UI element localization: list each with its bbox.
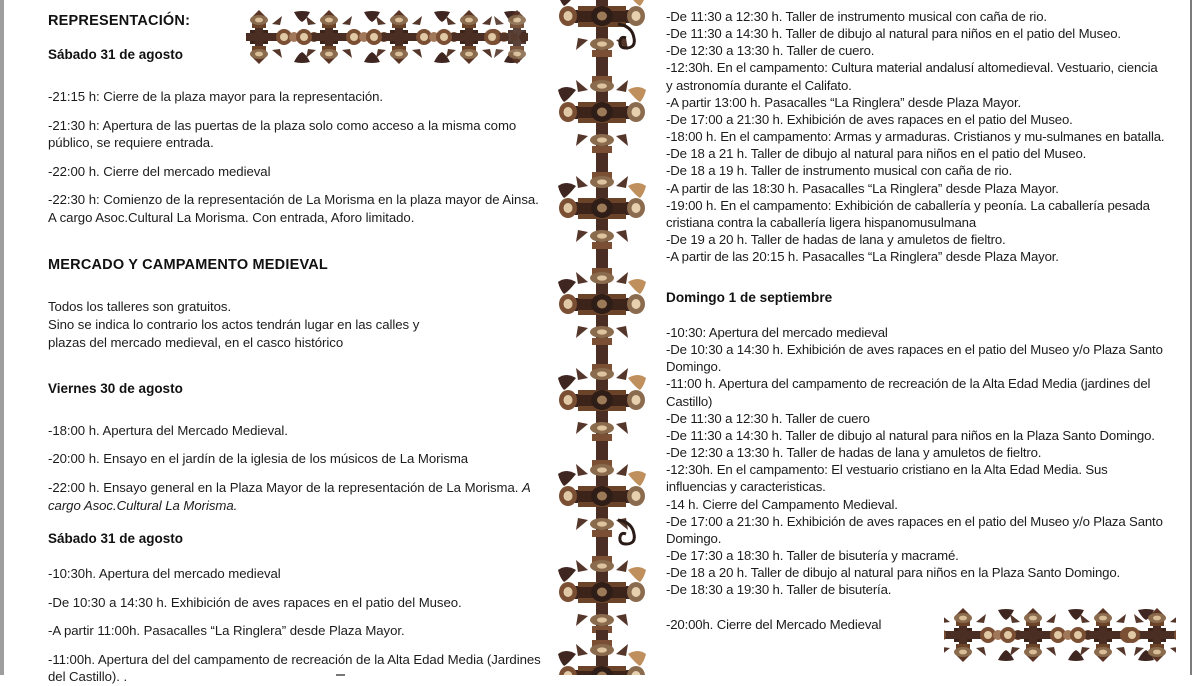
- section-title-mercado-campamento: MERCADO Y CAMPAMENTO MEDIEVAL: [48, 257, 328, 274]
- left-text-column: [48, 12, 548, 685]
- schedule-entry: -De 10:30 a 14:30 h. Exhibición de aves rapaces en el patio del Museo y/o Plaza Santo Domingo.: [666, 342, 1163, 375]
- schedule-entry: -De 18 a 19 h. Taller de instrumento musical con caña de rio.: [666, 163, 1013, 179]
- schedule-entry: -De 12:30 a 13:30 h. Taller de cuero.: [666, 43, 875, 59]
- schedule-entry-text: -22:00 h. Ensayo general en la Plaza Mayor de la representación de La Morisma.: [48, 480, 523, 496]
- page-edge-right: [1190, 0, 1192, 675]
- schedule-entry: [48, 479, 548, 514]
- day-heading-sabado-31-agosto-mercado: Sábado 31 de agosto: [48, 531, 184, 547]
- schedule-entry: -21:15 h: Cierre de la plaza mayor para la representación.: [48, 89, 384, 104]
- schedule-entry: -De 11:30 a 12:30 h. Taller de cuero: [666, 410, 870, 426]
- schedule-entry: -De 18 a 20 h. Taller de dibujo al natural para niños en la Plaza Santo Domingo.: [666, 565, 1121, 581]
- schedule-entry: -De 18 a 21 h. Taller de dibujo al natural para niños en el patio del Museo.: [666, 146, 1087, 162]
- section-title-representacion: REPRESENTACIÓN:: [48, 13, 191, 29]
- intro-line: plazas del mercado medieval, en el casco histórico: [48, 334, 344, 350]
- schedule-entry: -A partir de las 20:15 h. Pasacalles “La Ringlera” desde Plaza Mayor.: [666, 249, 1059, 265]
- schedule-entry: -A partir de las 18:30 h. Pasacalles “La Ringlera” desde Plaza Mayor.: [666, 180, 1059, 196]
- page-edge-left: [0, 0, 4, 675]
- schedule-entry: -De 11:30 a 14:30 h. Taller de dibujo al natural para niños en la Plaza Santo Domingo.: [666, 427, 1155, 443]
- schedule-entry: -22:30 h: Comienzo de la representación de La Morisma en la plaza mayor de Ainsa.: [48, 192, 539, 208]
- day-heading-sabado-31-agosto-representacion: Sábado 31 de agosto: [48, 47, 184, 63]
- schedule-entry: -De 17:30 a 18:30 h. Taller de bisutería y macramé.: [666, 548, 959, 564]
- schedule-entry: -De 12:30 a 13:30 h. Taller de hadas de lana y amuletos de fieltro.: [666, 445, 1042, 461]
- schedule-entry: -11:00 h. Apertura del campamento de recreación de la Alta Edad Media (jardines del Castillo): [666, 376, 1151, 409]
- schedule-entry: -12:30h. En el campamento: Cultura material andalusí altomedieval. Vestuario, ciencia y astronomía durante el Califato.: [666, 60, 1158, 93]
- schedule-entry: -A partir 13:00 h. Pasacalles “La Ringlera” desde Plaza Mayor.: [666, 94, 1022, 110]
- schedule-entry: -14 h. Cierre del Campamento Medieval.: [666, 496, 898, 512]
- schedule-entry: -21:30 h: Apertura de las puertas de la plaza solo como acceso a la misma como público, se requiere entrada.: [48, 117, 517, 151]
- schedule-entry: -A partir 11:00h. Pasacalles “La Ringlera” desde Plaza Mayor.: [48, 623, 405, 639]
- schedule-entry-credit-italic: A cargo Asoc.Cultural La Morisma.: [48, 480, 531, 513]
- schedule-entry: -De 10:30 a 14:30 h. Exhibición de aves rapaces en el patio del Museo.: [48, 594, 462, 610]
- intro-line: Todos los talleres son gratuitos.: [48, 299, 232, 315]
- schedule-entry: -10:30h. Apertura del mercado medieval: [48, 565, 281, 581]
- schedule-entry: -De 17:00 a 21:30 h. Exhibición de aves rapaces en el patio del Museo.: [666, 111, 1073, 127]
- schedule-entry: -12:30h. En el campamento: El vestuario cristiano en la Alta Edad Media. Sus influencias y caracteristicas.: [666, 462, 1108, 495]
- schedule-entry: -De 17:00 a 21:30 h. Exhibición de aves rapaces en el patio del Museo y/o Plaza Santo Domingo.: [666, 513, 1163, 546]
- schedule-entry-credit: A cargo Asoc.Cultural La Morisma. Con entrada, Aforo limitado.: [48, 209, 415, 225]
- schedule-entry: -De 11:30 a 14:30 h. Taller de dibujo al natural para niños en el patio del Museo.: [666, 26, 1121, 42]
- schedule-entry: -19:00 h. En el campamento: Exhibición de caballería y peonía. La caballería pesada cristiana contra la caballería ligera hispanomusulmana: [666, 197, 1150, 230]
- schedule-entry: -De 11:30 a 12:30 h. Taller de instrumento musical con caña de rio.: [666, 9, 1047, 24]
- ornament-middle-divider: [556, 0, 648, 675]
- schedule-entry: -20:00 h. Ensayo en el jardín de la iglesia de los músicos de La Morisma: [48, 451, 469, 467]
- schedule-entry: -11:00h. Apertura del del campamento de recreación de la Alta Edad Media (Jardines del Castillo). .: [48, 651, 541, 685]
- schedule-entry: -18:00 h. En el campamento: Armas y armaduras. Cristianos y mu-sulmanes en batalla.: [666, 129, 1165, 145]
- schedule-entry-closing: -20:00h. Cierre del Mercado Medieval: [666, 616, 882, 632]
- stray-mark: [336, 674, 345, 676]
- day-heading-viernes-30-agosto: Viernes 30 de agosto: [48, 381, 183, 397]
- schedule-entry: -De 19 a 20 h. Taller de hadas de lana y amuletos de fieltro.: [666, 232, 1006, 248]
- schedule-entry: -De 18:30 a 19:30 h. Taller de bisutería.: [666, 582, 892, 598]
- schedule-entry: -18:00 h. Apertura del Mercado Medieval.: [48, 422, 288, 438]
- intro-line: Sino se indica lo contrario los actos tendrán lugar en las calles y: [48, 316, 420, 332]
- day-heading-domingo-1-septiembre: Domingo 1 de septiembre: [666, 290, 833, 306]
- schedule-entry: -22:00 h. Cierre del mercado medieval: [48, 163, 271, 179]
- schedule-entry: -10:30: Apertura del mercado medieval: [666, 325, 888, 341]
- right-text-column: [666, 8, 1166, 673]
